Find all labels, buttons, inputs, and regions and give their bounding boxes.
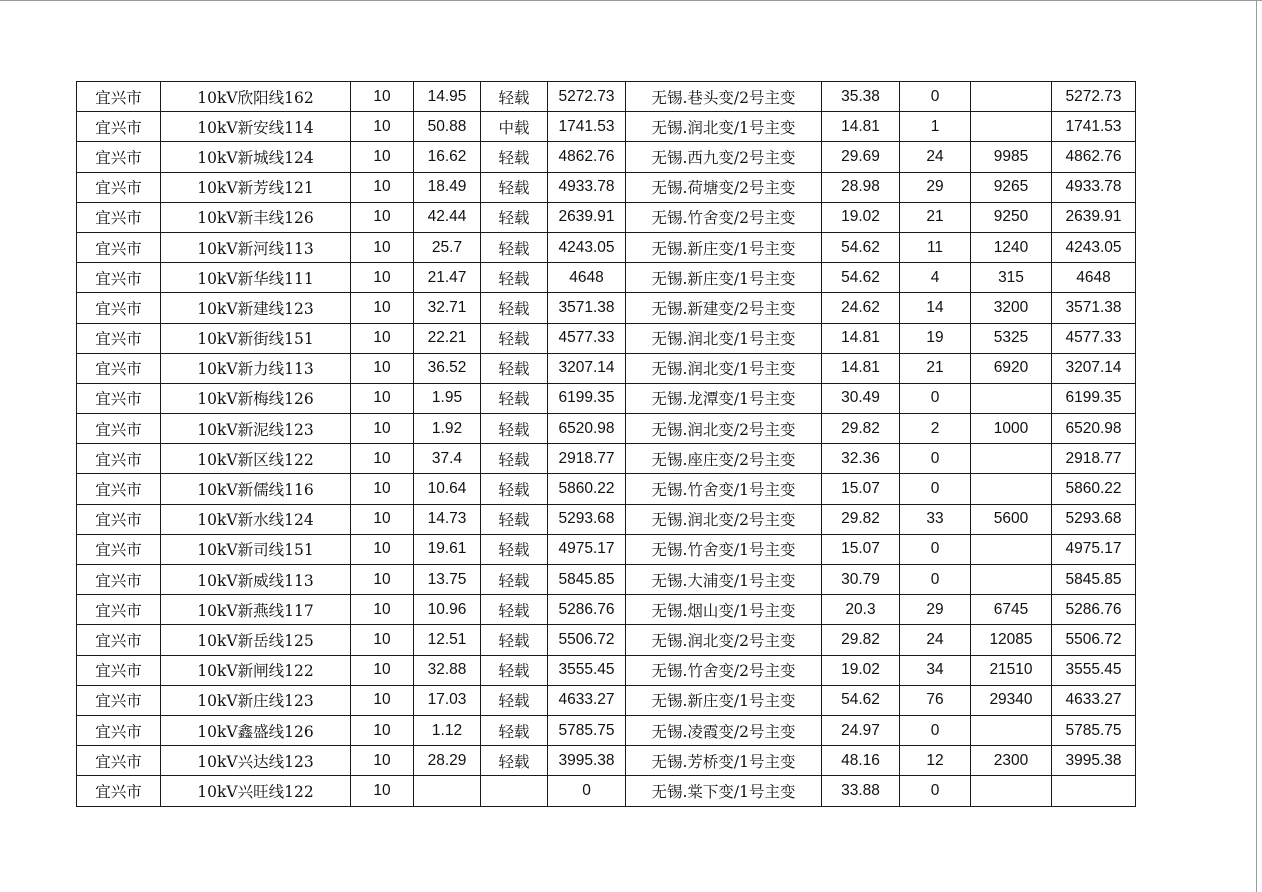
load-rate-cell: 18.49 (414, 172, 481, 202)
feeder-name-cell: 10kV新建线123 (161, 293, 351, 323)
load-rate-cell: 14.73 (414, 504, 481, 534)
voltage-cell: 10 (351, 82, 414, 112)
city-cell: 宜兴市 (77, 353, 161, 383)
capacity-added-cell: 21510 (971, 655, 1052, 685)
transformer-cell: 无锡.新建变/2号主变 (626, 293, 822, 323)
voltage-cell: 10 (351, 685, 414, 715)
transformer-load-cell: 15.07 (822, 534, 900, 564)
load-rate-cell: 1.12 (414, 715, 481, 745)
count-cell: 24 (900, 625, 971, 655)
transformer-load-cell: 30.49 (822, 383, 900, 413)
transformer-cell: 无锡.龙潭变/1号主变 (626, 383, 822, 413)
transformer-load-cell: 54.62 (822, 232, 900, 262)
load-rate-cell: 42.44 (414, 202, 481, 232)
city-cell: 宜兴市 (77, 685, 161, 715)
city-cell: 宜兴市 (77, 323, 161, 353)
load-rate-cell (414, 776, 481, 806)
remaining-capacity-cell: 1741.53 (1052, 112, 1136, 142)
capacity-added-cell: 9265 (971, 172, 1052, 202)
feeder-name-cell: 10kV欣阳线162 (161, 82, 351, 112)
feeder-name-cell: 10kV新司线151 (161, 534, 351, 564)
load-status-cell: 轻载 (481, 504, 548, 534)
voltage-cell: 10 (351, 474, 414, 504)
city-cell: 宜兴市 (77, 383, 161, 413)
load-status-cell: 轻载 (481, 202, 548, 232)
feeder-name-cell: 10kV新闸线122 (161, 655, 351, 685)
capacity-cell: 4633.27 (548, 685, 626, 715)
transformer-load-cell: 29.82 (822, 414, 900, 444)
city-cell: 宜兴市 (77, 474, 161, 504)
city-cell: 宜兴市 (77, 746, 161, 776)
load-status-cell: 轻载 (481, 444, 548, 474)
feeder-load-table-body (77, 82, 1136, 807)
voltage-cell: 10 (351, 776, 414, 806)
table-row (77, 414, 1136, 444)
transformer-cell: 无锡.润北变/1号主变 (626, 353, 822, 383)
voltage-cell: 10 (351, 625, 414, 655)
transformer-cell: 无锡.润北变/2号主变 (626, 504, 822, 534)
transformer-cell: 无锡.棠下变/1号主变 (626, 776, 822, 806)
transformer-load-cell: 35.38 (822, 82, 900, 112)
load-status-cell: 轻载 (481, 172, 548, 202)
table-row (77, 715, 1136, 745)
remaining-capacity-cell: 5272.73 (1052, 82, 1136, 112)
capacity-cell: 5293.68 (548, 504, 626, 534)
transformer-cell: 无锡.竹舍变/1号主变 (626, 474, 822, 504)
capacity-added-cell (971, 776, 1052, 806)
feeder-name-cell: 10kV新芳线121 (161, 172, 351, 202)
remaining-capacity-cell: 5286.76 (1052, 595, 1136, 625)
feeder-name-cell: 10kV新区线122 (161, 444, 351, 474)
transformer-load-cell: 30.79 (822, 565, 900, 595)
count-cell: 11 (900, 232, 971, 262)
transformer-cell: 无锡.新庄变/1号主变 (626, 232, 822, 262)
city-cell: 宜兴市 (77, 172, 161, 202)
table-row (77, 534, 1136, 564)
count-cell: 0 (900, 82, 971, 112)
city-cell: 宜兴市 (77, 595, 161, 625)
remaining-capacity-cell: 4862.76 (1052, 142, 1136, 172)
voltage-cell: 10 (351, 263, 414, 293)
capacity-added-cell: 1000 (971, 414, 1052, 444)
city-cell: 宜兴市 (77, 142, 161, 172)
table-row (77, 625, 1136, 655)
transformer-load-cell: 48.16 (822, 746, 900, 776)
voltage-cell: 10 (351, 142, 414, 172)
voltage-cell: 10 (351, 595, 414, 625)
feeder-name-cell: 10kV新儒线116 (161, 474, 351, 504)
capacity-added-cell: 5600 (971, 504, 1052, 534)
table-row (77, 353, 1136, 383)
city-cell: 宜兴市 (77, 293, 161, 323)
transformer-load-cell: 28.98 (822, 172, 900, 202)
page-top-border (0, 0, 1262, 1)
transformer-cell: 无锡.凌霞变/2号主变 (626, 715, 822, 745)
capacity-added-cell: 315 (971, 263, 1052, 293)
remaining-capacity-cell: 4577.33 (1052, 323, 1136, 353)
capacity-cell: 5272.73 (548, 82, 626, 112)
feeder-name-cell: 10kV新河线113 (161, 232, 351, 262)
load-status-cell: 轻载 (481, 142, 548, 172)
city-cell: 宜兴市 (77, 112, 161, 142)
capacity-cell: 4577.33 (548, 323, 626, 353)
count-cell: 76 (900, 685, 971, 715)
load-status-cell: 轻载 (481, 595, 548, 625)
voltage-cell: 10 (351, 715, 414, 745)
load-status-cell: 中载 (481, 112, 548, 142)
capacity-added-cell (971, 82, 1052, 112)
load-status-cell: 轻载 (481, 715, 548, 745)
city-cell: 宜兴市 (77, 232, 161, 262)
feeder-name-cell: 10kV新威线113 (161, 565, 351, 595)
load-rate-cell: 28.29 (414, 746, 481, 776)
load-rate-cell: 37.4 (414, 444, 481, 474)
capacity-added-cell (971, 112, 1052, 142)
feeder-name-cell: 10kV新庄线123 (161, 685, 351, 715)
table-row (77, 293, 1136, 323)
load-status-cell: 轻载 (481, 323, 548, 353)
load-rate-cell: 14.95 (414, 82, 481, 112)
table-row (77, 444, 1136, 474)
load-status-cell: 轻载 (481, 655, 548, 685)
transformer-cell: 无锡.荷塘变/2号主变 (626, 172, 822, 202)
voltage-cell: 10 (351, 383, 414, 413)
load-status-cell: 轻载 (481, 625, 548, 655)
capacity-cell: 4648 (548, 263, 626, 293)
remaining-capacity-cell: 3555.45 (1052, 655, 1136, 685)
transformer-load-cell: 24.62 (822, 293, 900, 323)
transformer-load-cell: 19.02 (822, 655, 900, 685)
city-cell: 宜兴市 (77, 534, 161, 564)
load-status-cell: 轻载 (481, 383, 548, 413)
table-row (77, 685, 1136, 715)
table-row (77, 263, 1136, 293)
count-cell: 29 (900, 595, 971, 625)
transformer-load-cell: 54.62 (822, 685, 900, 715)
transformer-cell: 无锡.巷头变/2号主变 (626, 82, 822, 112)
table-row (77, 565, 1136, 595)
transformer-cell: 无锡.润北变/1号主变 (626, 323, 822, 353)
remaining-capacity-cell: 5845.85 (1052, 565, 1136, 595)
capacity-cell: 5785.75 (548, 715, 626, 745)
transformer-cell: 无锡.竹舍变/2号主变 (626, 202, 822, 232)
count-cell: 2 (900, 414, 971, 444)
capacity-cell: 3571.38 (548, 293, 626, 323)
load-rate-cell: 10.64 (414, 474, 481, 504)
capacity-cell: 4933.78 (548, 172, 626, 202)
load-rate-cell: 19.61 (414, 534, 481, 564)
city-cell: 宜兴市 (77, 504, 161, 534)
table-row (77, 112, 1136, 142)
feeder-load-table (76, 81, 1136, 807)
table-row (77, 746, 1136, 776)
capacity-cell: 3207.14 (548, 353, 626, 383)
load-rate-cell: 50.88 (414, 112, 481, 142)
load-rate-cell: 13.75 (414, 565, 481, 595)
capacity-added-cell: 9985 (971, 142, 1052, 172)
voltage-cell: 10 (351, 353, 414, 383)
feeder-name-cell: 10kV兴旺线122 (161, 776, 351, 806)
voltage-cell: 10 (351, 414, 414, 444)
feeder-name-cell: 10kV新华线111 (161, 263, 351, 293)
load-status-cell (481, 776, 548, 806)
transformer-cell: 无锡.新庄变/1号主变 (626, 263, 822, 293)
city-cell: 宜兴市 (77, 263, 161, 293)
capacity-added-cell: 1240 (971, 232, 1052, 262)
load-status-cell: 轻载 (481, 232, 548, 262)
load-status-cell: 轻载 (481, 293, 548, 323)
count-cell: 1 (900, 112, 971, 142)
load-rate-cell: 32.71 (414, 293, 481, 323)
voltage-cell: 10 (351, 172, 414, 202)
capacity-cell: 6520.98 (548, 414, 626, 444)
count-cell: 29 (900, 172, 971, 202)
capacity-cell: 5506.72 (548, 625, 626, 655)
capacity-cell: 6199.35 (548, 383, 626, 413)
voltage-cell: 10 (351, 534, 414, 564)
transformer-cell: 无锡.润北变/2号主变 (626, 625, 822, 655)
count-cell: 33 (900, 504, 971, 534)
page-right-border (1256, 0, 1257, 892)
table-row (77, 82, 1136, 112)
remaining-capacity-cell: 6199.35 (1052, 383, 1136, 413)
transformer-cell: 无锡.润北变/1号主变 (626, 112, 822, 142)
feeder-name-cell: 10kV新力线113 (161, 353, 351, 383)
load-status-cell: 轻载 (481, 565, 548, 595)
transformer-load-cell: 14.81 (822, 323, 900, 353)
transformer-load-cell: 54.62 (822, 263, 900, 293)
transformer-load-cell: 20.3 (822, 595, 900, 625)
capacity-cell: 0 (548, 776, 626, 806)
remaining-capacity-cell: 3571.38 (1052, 293, 1136, 323)
remaining-capacity-cell: 4933.78 (1052, 172, 1136, 202)
count-cell: 0 (900, 474, 971, 504)
table-row (77, 655, 1136, 685)
count-cell: 14 (900, 293, 971, 323)
feeder-name-cell: 10kV新丰线126 (161, 202, 351, 232)
voltage-cell: 10 (351, 444, 414, 474)
transformer-cell: 无锡.烟山变/1号主变 (626, 595, 822, 625)
table-row (77, 202, 1136, 232)
transformer-cell: 无锡.芳桥变/1号主变 (626, 746, 822, 776)
voltage-cell: 10 (351, 565, 414, 595)
capacity-cell: 2639.91 (548, 202, 626, 232)
city-cell: 宜兴市 (77, 655, 161, 685)
load-rate-cell: 22.21 (414, 323, 481, 353)
voltage-cell: 10 (351, 232, 414, 262)
city-cell: 宜兴市 (77, 565, 161, 595)
count-cell: 24 (900, 142, 971, 172)
capacity-cell: 4975.17 (548, 534, 626, 564)
remaining-capacity-cell: 4633.27 (1052, 685, 1136, 715)
load-rate-cell: 21.47 (414, 263, 481, 293)
remaining-capacity-cell: 5860.22 (1052, 474, 1136, 504)
feeder-name-cell: 10kV新燕线117 (161, 595, 351, 625)
remaining-capacity-cell: 4648 (1052, 263, 1136, 293)
load-status-cell: 轻载 (481, 414, 548, 444)
capacity-added-cell: 9250 (971, 202, 1052, 232)
city-cell: 宜兴市 (77, 776, 161, 806)
capacity-cell: 5286.76 (548, 595, 626, 625)
count-cell: 21 (900, 202, 971, 232)
load-rate-cell: 25.7 (414, 232, 481, 262)
capacity-added-cell (971, 474, 1052, 504)
load-status-cell: 轻载 (481, 263, 548, 293)
capacity-cell: 5860.22 (548, 474, 626, 504)
voltage-cell: 10 (351, 112, 414, 142)
capacity-added-cell (971, 565, 1052, 595)
city-cell: 宜兴市 (77, 414, 161, 444)
remaining-capacity-cell: 4975.17 (1052, 534, 1136, 564)
voltage-cell: 10 (351, 202, 414, 232)
feeder-name-cell: 10kV新泥线123 (161, 414, 351, 444)
capacity-added-cell (971, 715, 1052, 745)
count-cell: 0 (900, 444, 971, 474)
remaining-capacity-cell: 3207.14 (1052, 353, 1136, 383)
city-cell: 宜兴市 (77, 444, 161, 474)
transformer-cell: 无锡.竹舍变/2号主变 (626, 655, 822, 685)
transformer-cell: 无锡.润北变/2号主变 (626, 414, 822, 444)
count-cell: 0 (900, 565, 971, 595)
table-row (77, 323, 1136, 353)
capacity-cell: 1741.53 (548, 112, 626, 142)
capacity-cell: 4862.76 (548, 142, 626, 172)
load-rate-cell: 1.95 (414, 383, 481, 413)
transformer-load-cell: 19.02 (822, 202, 900, 232)
count-cell: 0 (900, 715, 971, 745)
feeder-name-cell: 10kV兴达线123 (161, 746, 351, 776)
load-status-cell: 轻载 (481, 685, 548, 715)
load-rate-cell: 36.52 (414, 353, 481, 383)
city-cell: 宜兴市 (77, 715, 161, 745)
transformer-load-cell: 29.82 (822, 504, 900, 534)
remaining-capacity-cell: 4243.05 (1052, 232, 1136, 262)
capacity-cell: 3995.38 (548, 746, 626, 776)
capacity-added-cell: 29340 (971, 685, 1052, 715)
voltage-cell: 10 (351, 746, 414, 776)
remaining-capacity-cell (1052, 776, 1136, 806)
voltage-cell: 10 (351, 323, 414, 353)
transformer-cell: 无锡.竹舍变/1号主变 (626, 534, 822, 564)
load-rate-cell: 12.51 (414, 625, 481, 655)
load-status-cell: 轻载 (481, 474, 548, 504)
capacity-added-cell: 6745 (971, 595, 1052, 625)
city-cell: 宜兴市 (77, 625, 161, 655)
capacity-added-cell (971, 534, 1052, 564)
count-cell: 0 (900, 534, 971, 564)
capacity-cell: 4243.05 (548, 232, 626, 262)
count-cell: 21 (900, 353, 971, 383)
transformer-load-cell: 29.82 (822, 625, 900, 655)
transformer-load-cell: 33.88 (822, 776, 900, 806)
city-cell: 宜兴市 (77, 82, 161, 112)
capacity-added-cell: 12085 (971, 625, 1052, 655)
load-status-cell: 轻载 (481, 746, 548, 776)
capacity-added-cell (971, 444, 1052, 474)
capacity-added-cell: 5325 (971, 323, 1052, 353)
feeder-name-cell: 10kV新街线151 (161, 323, 351, 353)
table-row (77, 172, 1136, 202)
feeder-name-cell: 10kV鑫盛线126 (161, 715, 351, 745)
load-rate-cell: 17.03 (414, 685, 481, 715)
transformer-cell: 无锡.新庄变/1号主变 (626, 685, 822, 715)
voltage-cell: 10 (351, 655, 414, 685)
capacity-added-cell (971, 383, 1052, 413)
feeder-name-cell: 10kV新岳线125 (161, 625, 351, 655)
transformer-cell: 无锡.座庄变/2号主变 (626, 444, 822, 474)
load-status-cell: 轻载 (481, 353, 548, 383)
remaining-capacity-cell: 2918.77 (1052, 444, 1136, 474)
load-status-cell: 轻载 (481, 534, 548, 564)
transformer-load-cell: 15.07 (822, 474, 900, 504)
count-cell: 4 (900, 263, 971, 293)
load-rate-cell: 16.62 (414, 142, 481, 172)
transformer-cell: 无锡.大浦变/1号主变 (626, 565, 822, 595)
capacity-cell: 5845.85 (548, 565, 626, 595)
feeder-name-cell: 10kV新安线114 (161, 112, 351, 142)
capacity-cell: 2918.77 (548, 444, 626, 474)
count-cell: 12 (900, 746, 971, 776)
load-rate-cell: 10.96 (414, 595, 481, 625)
voltage-cell: 10 (351, 504, 414, 534)
capacity-added-cell: 3200 (971, 293, 1052, 323)
table-row (77, 142, 1136, 172)
table-row (77, 776, 1136, 806)
table-row (77, 504, 1136, 534)
table-row (77, 595, 1136, 625)
load-rate-cell: 32.88 (414, 655, 481, 685)
table-row (77, 232, 1136, 262)
capacity-added-cell: 6920 (971, 353, 1052, 383)
remaining-capacity-cell: 2639.91 (1052, 202, 1136, 232)
transformer-load-cell: 32.36 (822, 444, 900, 474)
transformer-load-cell: 14.81 (822, 353, 900, 383)
voltage-cell: 10 (351, 293, 414, 323)
table-row (77, 474, 1136, 504)
transformer-load-cell: 14.81 (822, 112, 900, 142)
feeder-name-cell: 10kV新梅线126 (161, 383, 351, 413)
remaining-capacity-cell: 5293.68 (1052, 504, 1136, 534)
load-status-cell: 轻载 (481, 82, 548, 112)
count-cell: 34 (900, 655, 971, 685)
count-cell: 0 (900, 776, 971, 806)
transformer-cell: 无锡.西九变/2号主变 (626, 142, 822, 172)
city-cell: 宜兴市 (77, 202, 161, 232)
count-cell: 19 (900, 323, 971, 353)
count-cell: 0 (900, 383, 971, 413)
capacity-added-cell: 2300 (971, 746, 1052, 776)
transformer-load-cell: 29.69 (822, 142, 900, 172)
remaining-capacity-cell: 5506.72 (1052, 625, 1136, 655)
capacity-cell: 3555.45 (548, 655, 626, 685)
feeder-name-cell: 10kV新水线124 (161, 504, 351, 534)
transformer-load-cell: 24.97 (822, 715, 900, 745)
load-rate-cell: 1.92 (414, 414, 481, 444)
remaining-capacity-cell: 3995.38 (1052, 746, 1136, 776)
feeder-name-cell: 10kV新城线124 (161, 142, 351, 172)
table-row (77, 383, 1136, 413)
remaining-capacity-cell: 5785.75 (1052, 715, 1136, 745)
remaining-capacity-cell: 6520.98 (1052, 414, 1136, 444)
